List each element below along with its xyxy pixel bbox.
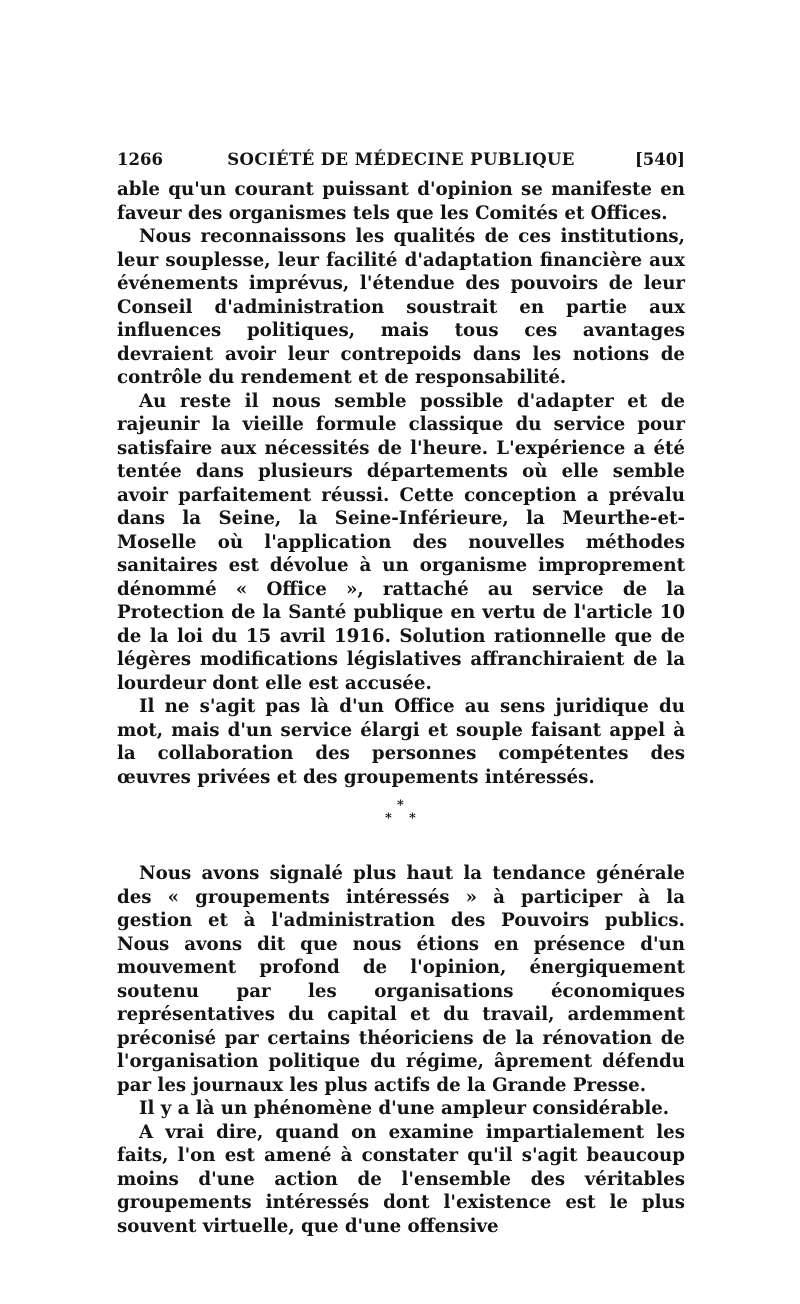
- separator-star: *: [397, 798, 404, 813]
- page-reference: [540]: [634, 150, 685, 169]
- paragraph: Il ne s'agit pas là d'un Office au sens juridique du mot, mais d'un service élargi et souple faisant appel à la collaboration des personnes compétentes des œuvres privées et des groupements intéressés.: [117, 696, 685, 788]
- page-number: 1266: [117, 150, 163, 169]
- paragraph: A vrai dire, quand on examine impartialement les faits, l'on est amené à constater qu'il s'agit beaucoup moins d'une action de l'ensemble des véritables groupements intéressés dont l'existence est le plus souvent virtuelle, que d'une offensive: [117, 1121, 685, 1237]
- paragraph: Nous avons signalé plus haut la tendance générale des « groupements intéressés » à participer à la gestion et à l'administration des Pouvoirs publics. Nous avons dit que nous étions en présence d'un mouvement profond de l'opinion, énergiquement soutenu par les organisations économiques représentatives du capital et du travail, ardemment préconisé par certains théoriciens de la rénovation de l'organisation politique du régime, âprement défendu par les journaux les plus actifs de la Grande Presse.: [117, 863, 685, 1096]
- separator-star: *: [409, 811, 416, 826]
- paragraph: Il y a là un phénomène d'une ampleur considérable.: [139, 1098, 670, 1119]
- paragraph-continued: able qu'un courant puissant d'opinion se manifeste en faveur des organismes tels que les Comités et Offices.: [117, 179, 685, 224]
- separator-star: *: [385, 811, 392, 826]
- running-title: SOCIÉTÉ DE MÉDECINE PUBLIQUE: [227, 150, 575, 169]
- paragraph: Nous reconnaissons les qualités de ces institutions, leur souplesse, leur facilité d'adaptation financière aux événements imprévus, l'étendue des pouvoirs de leur Conseil d'administration soustrait en partie aux influences politiques, mais tous ces avantages devraient avoir leur contrepoids dans les notions de contrôle du rendement et de responsabilité.: [117, 226, 685, 388]
- running-header: [117, 150, 685, 172]
- text-body: [117, 178, 685, 1238]
- paragraph: Au reste il nous semble possible d'adapter et de rajeunir la vieille formule classique du service pour satisfaire aux nécessités de l'heure. L'expérience a été tentée dans plusieurs départements où elle semble avoir parfaitement réussi. Cette conception a prévalu dans la Seine, la Seine-Inférieure, la Meurthe-et-Moselle où l'application des nouvelles méthodes sanitaires est dévolue à un organisme improprement dénommé « Office », rattaché au service de la Protection de la Santé publique en vertu de l'article 10 de la loi du 15 avril 1916. Solution rationnelle que de légères modifications législatives affranchiraient de la lourdeur dont elle est accusée.: [117, 390, 685, 694]
- section-separator: [117, 792, 685, 848]
